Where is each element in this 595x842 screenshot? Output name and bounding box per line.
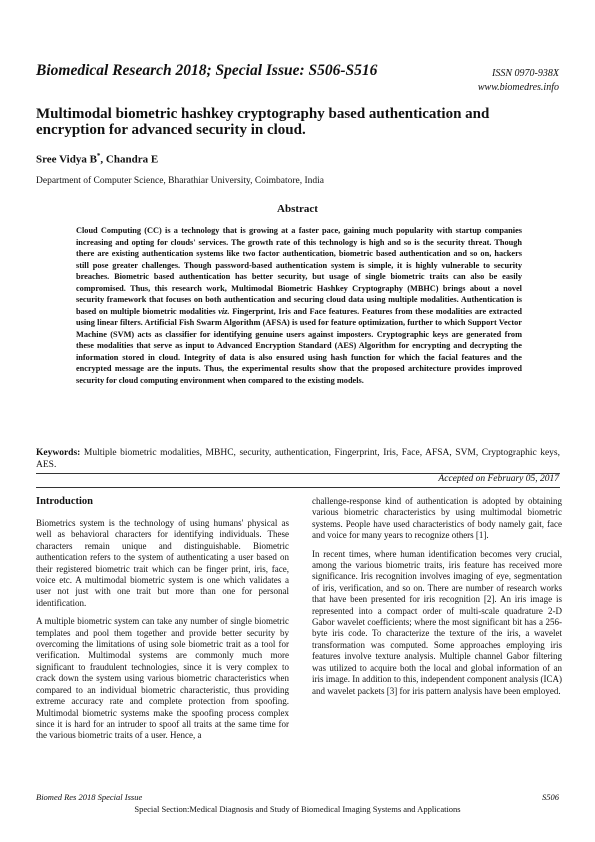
paper-title: Multimodal biometric hashkey cryptography based authentication and encryption for advanced security in cloud.: [36, 106, 490, 138]
abstract-body: [76, 225, 522, 386]
paragraph: challenge-response kind of authentication is adopted by obtaining various biometric characteristics by using multimodal biometric systems. People have used characteristics of body namely gait, face and voice for many years to recognize others [1].: [312, 496, 562, 541]
journal-title: Biomedical Research 2018; Special Issue: S506-S516: [36, 62, 378, 79]
website-link[interactable]: www.biomedres.info: [477, 82, 559, 93]
section-heading: Introduction: [36, 496, 93, 507]
footer-journal: Biomed Res 2018 Special Issue: [36, 792, 143, 802]
issn: ISSN 0970-938X: [492, 68, 559, 79]
paragraph: Biometrics system is the technology of using humans' physical as well as behavioral characters for identifying individuals. These characters remain unique and distinguishable. Biometric authentication refers to the system of authenticating a user based on their registered biometric trait which can be finger print, iris, face, voice etc. A multimodal biometric system is one which validates a user not just with one trait but more than one for personal identification.: [36, 518, 289, 608]
author-name: Sree Vidya B: [36, 153, 97, 166]
divider: [36, 487, 560, 488]
journal-meta: [478, 67, 559, 95]
abstract-text: Cloud Computing (CC) is a technology that is growing at a faster pace, gaining much popularity with startup companies increasing and opting for clouds' services. The growth rate of this technology is high and so is the security threat. Though there are existing authentication systems like two factor authentication, biometric based authentication and so on, hackers still pose greater challenges. Though password-based authentication system is simple, it is highly vulnerable to security breaches. Biometric based authentication has better security, but usage of single biometric traits can also be easily compromised. Thus, this research work, Multimodal Biometric Hashkey Cryptography (MBHC) brings about a novel security framework that focuses on both authentication and securing cloud data using multiple modalities. Authentication is based on multiple biometric modalities: [76, 226, 522, 316]
body-column-left: [36, 518, 289, 749]
author-name: , Chandra E: [100, 153, 159, 166]
keywords-text: Multiple biometric modalities, MBHC, security, authentication, Fingerprint, Iris, Face, AFSA, SVM, Cryptographic keys, AES.: [36, 448, 560, 470]
author-list: [36, 152, 158, 166]
body-column-right: [312, 496, 562, 704]
keywords: [36, 447, 560, 471]
footer-section: Special Section:Medical Diagnosis and Study of Biomedical Imaging Systems and Applications: [134, 804, 461, 814]
abstract-text: Fingerprint, Iris and Face features. Features from these modalities are extracted using linear filters. Artificial Fish Swarm Algorithm (AFSA) is used for feature optimization, further to which Support Vector Machine (SVM) acts as classifier for identifying genuine users against imposters. Cryptographic keys are generated from these modalities that serve as input to Advanced Encryption Standard (AES) Algorithm for encrypting and decrypting the information stored in cloud. Integrity of data is also ensured using hash function for which the facial features and the encrypted message are the inputs. Thus, the experimental results show that the proposed architecture provides improved security for cloud computing environment when compared to the existing models.: [76, 306, 522, 385]
affiliation: Department of Computer Science, Bharathiar University, Coimbatore, India: [36, 176, 324, 186]
keywords-label: Keywords:: [36, 448, 81, 458]
accepted-date: Accepted on February 05, 2017: [438, 474, 559, 484]
paragraph: In recent times, where human identification becomes very crucial, among the various biometric traits, iris feature has received more significance. Iris recognition involves imaging of eye, segmentation of iris, verification, and so on. There are number of research works that have been presented for iris recognition [2]. An iris image is represented into a compact order of multi-scale quadrature 2-D Gabor wavelet coefficients; where the most significant bit has a 256-byte iris code. To characterize the texture of the iris, a wavelet transformation was computed. Some approaches employing iris features involve texture analysis. Multiple channel Gabor filtering was utilized to acquire both the local and global information of an iris image. In addition to this, independent component analysis (ICA) and wavelet packets [3] for iris pattern analysis have been employed.: [312, 548, 562, 696]
abstract-viz: viz.: [218, 306, 230, 316]
corresponding-mark: *: [96, 152, 101, 160]
abstract-heading: Abstract: [277, 203, 318, 215]
paragraph: A multiple biometric system can take any number of single biometric templates and pool them together and provide better security by overcoming the limitations of using sole biometric trait as a tool for verification. Multimodal systems are commonly much more significant to fraudulent technologies, since it is very complex to crack down the system using various biometric characteristics when compared to an individual biometric characteristic, thus providing extreme accuracy rate and complete protection from spoofing. Multimodal biometric systems make the spoofing process complex since it is hard for an intruder to spoof all traits at the same time for the various biometric traits of a user. Hence, a: [36, 616, 289, 741]
page-number: S506: [542, 792, 559, 802]
